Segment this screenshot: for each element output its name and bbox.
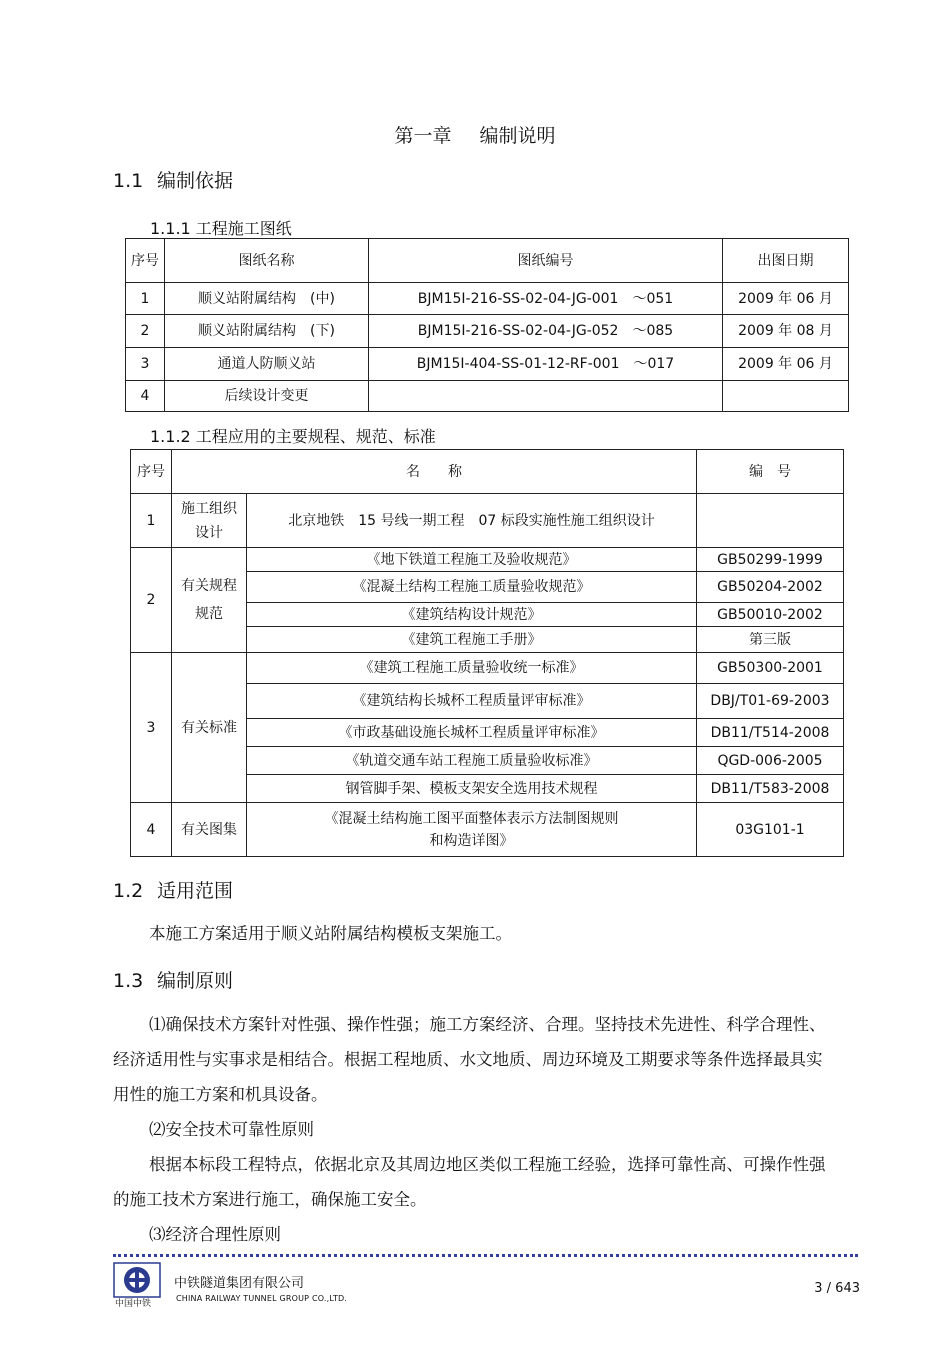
table-row [126, 348, 849, 381]
table-cell: BJM15I-404-SS-01-12-RF-001 ～017 [369, 348, 723, 381]
table-cell: 后续设计变更 [165, 381, 369, 412]
table-cell: 4 [126, 381, 165, 412]
table-cell: GB50299-1999 [697, 548, 844, 572]
table-cell: 通道人防顺义站 [165, 348, 369, 381]
section-1-1-2: 1.1.2 工程应用的主要规程、规范、标准 [150, 427, 436, 446]
table-cell: 2 [131, 548, 172, 653]
table-cell [723, 381, 849, 412]
table-cell: 钢管脚手架、模板支架安全选用技术规程 [247, 775, 697, 803]
logo-text: 中国中铁 [115, 1299, 152, 1309]
principle-paragraph: 根据本标段工程特点，依据北京及其周边地区类似工程施工经验，选择可靠性高、可操作性强的施工技术方案进行施工，确保施工安全。 [113, 1155, 826, 1209]
principle-paragraph: ⑴确保技术方案针对性强、操作性强；施工方案经济、合理。坚持技术先进性、科学合理性、经济适用性与实事求是相结合。根据工程地质、水文地质、周边环境及工期要求等条件选择最具实用性的施工方案和机具设备。 [113, 1015, 826, 1104]
scope-paragraph: 本施工方案适用于顺义站附属结构模板支架施工。 [149, 924, 512, 943]
table-cell: 《市政基础设施长城杯工程质量评审标准》 [247, 719, 697, 747]
table-cell: 《建筑工程施工质量验收统一标准》 [247, 653, 697, 684]
table-cell: 有关图集 [172, 803, 247, 857]
table-cell: 2009 年 06 月 [723, 283, 849, 315]
table-cell: 3 [131, 653, 172, 803]
table-cell: 顺义站附属结构 (下) [165, 315, 369, 348]
table-cell: DB11/T583-2008 [697, 775, 844, 803]
table-cell: 1 [126, 283, 165, 315]
standards-table [130, 449, 844, 857]
table-row [126, 283, 849, 315]
section-1-1 [113, 166, 233, 193]
table-cell [247, 803, 697, 857]
table-cell-line: 《混凝土结构施工图平面整体表示方法制图规则 [324, 810, 619, 827]
table-header: 编 号 [697, 450, 844, 494]
table-cell: 《建筑结构设计规范》 [247, 603, 697, 627]
table-row [131, 803, 844, 857]
table-cell: DBJ/T01-69-2003 [697, 684, 844, 719]
table-cell: 1 [131, 494, 172, 548]
section-1-3 [113, 966, 233, 993]
section-1-1-1: 1.1.1 工程施工图纸 [150, 219, 292, 238]
footer-divider [113, 1254, 858, 1257]
table-cell: 《地下铁道工程施工及验收规范》 [247, 548, 697, 572]
section-title: 适用范围 [157, 880, 234, 902]
page-number: 3 / 643 [814, 1281, 860, 1296]
table-row [131, 494, 844, 548]
section-number: 1.1 [113, 170, 144, 192]
table-cell [697, 494, 844, 548]
table-cell-line: 和构造详图》 [429, 832, 514, 849]
table-cell: 《轨道交通车站工程施工质量验收标准》 [247, 747, 697, 775]
principle-heading: ⑵安全技术可靠性原则 [149, 1120, 314, 1139]
table-cell: BJM15I-216-SS-02-04-JG-001 ～051 [369, 283, 723, 315]
table-cell [369, 381, 723, 412]
chapter-number: 第一章 [394, 125, 452, 147]
chapter-title: 编制说明 [479, 125, 556, 147]
table-cell: 有关规程规范 [172, 548, 247, 653]
table-cell: GB50010-2002 [697, 603, 844, 627]
chapter-heading [0, 121, 950, 148]
section-title: 编制原则 [157, 970, 234, 992]
section-number: 1.3 [113, 970, 144, 992]
table-cell: 施工组织设计 [172, 494, 247, 548]
table-header: 图纸名称 [165, 239, 369, 283]
table-cell: 2009 年 06 月 [723, 348, 849, 381]
table-cell: DB11/T514-2008 [697, 719, 844, 747]
table-cell: GB50204-2002 [697, 572, 844, 603]
table-cell: 2 [126, 315, 165, 348]
table-cell: BJM15I-216-SS-02-04-JG-052 ～085 [369, 315, 723, 348]
table-header: 序号 [126, 239, 165, 283]
table-cell: 《混凝土结构工程施工质量验收规范》 [247, 572, 697, 603]
table-cell: 第三版 [697, 627, 844, 653]
table-header: 名 称 [172, 450, 697, 494]
table-cell: 2009 年 08 月 [723, 315, 849, 348]
company-name-en: CHINA RAILWAY TUNNEL GROUP CO.,LTD. [176, 1294, 348, 1303]
table-cell: 《建筑结构长城杯工程质量评审标准》 [247, 684, 697, 719]
section-number: 1.2 [113, 880, 144, 902]
table-cell: 《建筑工程施工手册》 [247, 627, 697, 653]
table-row [126, 315, 849, 348]
table-cell: 03G101-1 [697, 803, 844, 857]
table-cell: 顺义站附属结构 (中) [165, 283, 369, 315]
principle-heading: ⑶经济合理性原则 [149, 1225, 281, 1244]
table-row [131, 548, 844, 572]
table-header: 序号 [131, 450, 172, 494]
table-cell: 3 [126, 348, 165, 381]
table-header: 出图日期 [723, 239, 849, 283]
table-row [131, 653, 844, 684]
table-cell: GB50300-2001 [697, 653, 844, 684]
company-name-cn: 中铁隧道集团有限公司 [174, 1276, 305, 1291]
table-row [126, 381, 849, 412]
section-1-2 [113, 876, 233, 903]
table-cell: QGD-006-2005 [697, 747, 844, 775]
table-cell: 有关标准 [172, 653, 247, 803]
table-cell: 4 [131, 803, 172, 857]
section-title: 编制依据 [157, 170, 234, 192]
table-header: 图纸编号 [369, 239, 723, 283]
drawings-table [125, 238, 849, 412]
table-cell: 北京地铁 15 号线一期工程 07 标段实施性施工组织设计 [247, 494, 697, 548]
